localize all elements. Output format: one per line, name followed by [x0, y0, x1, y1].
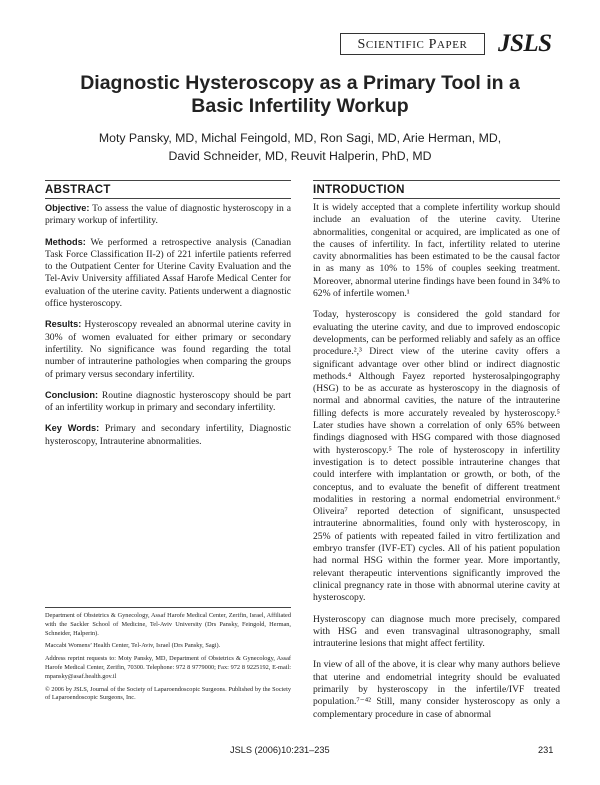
author-list	[40, 129, 560, 165]
authors-line-2: David Schneider, MD, Reuvit Halperin, PhD, MD	[168, 149, 432, 163]
intro-bottom-rule	[313, 198, 560, 199]
journal-logo: JSLS	[498, 30, 552, 57]
footnote-address: Address reprint requests to: Moty Pansky, MD, Department of Obstetrics & Gynecology, Assaf Harofe Medical Center, Zerifin, 70300. Telephone: 972 8 9779000; Fax: 972 8 9225192, E-mail: mpansky@asaf.health.gov.il	[45, 655, 291, 680]
footnote-affiliation: Department of Obstetrics & Gynecology, Assaf Harofe Medical Center, Zerifin, Israel, Affiliated with the Sackler School of Medicine, Tel-Aviv University (Drs Pansky, Feingold, Herman, Schneider, Halperin).	[45, 612, 291, 637]
footer-citation: JSLS (2006)10:231–235	[230, 745, 330, 755]
footnote-rule	[45, 607, 291, 608]
abstract-objective: Objective: To assess the value of diagnostic hysteroscopy in a primary workup of infertility.	[45, 203, 291, 227]
abstract-methods: Methods: We performed a retrospective analysis (Canadian Task Force Classification II-2) of 221 infertile patients referred to the Outpatient Center for Uterine Cavity Evaluation and the Tel-Aviv University affiliated Assaf Harofe Medical Center for evaluation of the uterine cavity. Patients underwent a diagnostic office hysteroscopy.	[45, 236, 291, 310]
abstract-conclusion: Conclusion: Routine diagnostic hysteroscopy should be part of an infertility workup in primary and secondary infertility.	[45, 389, 291, 414]
abstract-top-rule	[45, 180, 291, 181]
abstract-bottom-rule	[45, 198, 291, 199]
intro-paragraph-4: In view of all of the above, it is clear why many authors believe that uterine and endometrial integrity should be evaluated primarily by hysteroscopy in the infertile/IVF treated population.⁷⁻⁴² Still, many consider hysteroscopy as only a complementary procedure in case of abnormal	[313, 659, 560, 720]
section-badge: SCIENTIFIC PAPER	[340, 33, 485, 55]
authors-line-1: Moty Pansky, MD, Michal Feingold, MD, Ron Sagi, MD, Arie Herman, MD,	[98, 131, 502, 145]
intro-paragraph-1: It is widely accepted that a complete infertility workup should include an evaluation of the uterine cavity. Uterine abnormalities, congenital or acquired, are implicated as one of the causes of infertility. In fact, infertility related to uterine cavity abnormalities has been estimated to be the causal factor in as many as 10% to 15% of couples seeking treatment. Moreover, abnormal uterine findings have been found in 34% to 62% of infertile women.¹	[313, 202, 560, 300]
page-number: 231	[538, 745, 554, 755]
abstract-heading: ABSTRACT	[45, 184, 111, 196]
intro-top-rule	[313, 180, 560, 181]
intro-paragraph-3: Hysteroscopy can diagnose much more precisely, compared with HSG and even transvaginal ultrasonography, small intrauterine lesions that might affect fertility.	[313, 613, 560, 650]
intro-heading: INTRODUCTION	[313, 184, 405, 196]
abstract-keywords: Key Words: Primary and secondary infertility, Diagnostic hysteroscopy, Intrauterine abnormalities.	[45, 423, 291, 447]
title-line-1: Diagnostic Hysteroscopy as a Primary Tool in a	[80, 72, 520, 94]
article-title	[40, 72, 560, 118]
abstract-results: Results: Hysteroscopy revealed an abnormal uterine cavity in 30% of women evaluated for either primary or secondary infertility. No significance was found regarding the total number of intrauterine pathologies when comparing the groups of primary versus secondary infertility.	[45, 319, 291, 380]
intro-body	[313, 202, 560, 730]
title-line-2: Basic Infertility Workup	[191, 95, 409, 117]
intro-paragraph-2: Today, hysteroscopy is considered the gold standard for evaluating the uterine cavity, and due to improved endoscopic developments, can be performed reliably and safely as an office procedure.²,³ Direct view of the uterine cavity offers a significant advantage over other blind or indirect diagnostic methods.⁴ Although Fayez reported hysterosalpingography (HSG) to be as accurate as hysteroscopy in the diagnosis of normal and abnormal cavities, the nature of the intrauterine filling defects is more accurately revealed by hysteroscopy.⁵ Later studies have shown a correlation of only 65% between findings diagnosed with HSG compared with those diagnosed with hysteroscopy.⁵ The role of hysteroscopy in infertility investigation is to detect possible intrauterine changes that could interfere with implantation or growth, or both, of the conceptus, and to evaluate the benefit of different treatment modalities in restoring a normal endometrial environment.⁶ Oliveira⁷ reported detection of significant, unsuspected intrauterine abnormalities, found only with hysteroscopy, in 25% of patients with repeated failed in vitro fertilization and embryo transfer (IVF-ET) cycles. All of his patient population had normal HSG within the former year. More importantly, relevant therapeutic interventions significantly improved the clinical pregnancy rate in those with abnormal uterine cavity at hysteroscopy.	[313, 309, 560, 604]
footnotes	[45, 612, 291, 707]
footnote-copyright: © 2006 by JSLS, Journal of the Society of Laparoendoscopic Surgeons. Published by the Society of Laparoendoscopic Surgeons, Inc.	[45, 685, 291, 702]
footnote-maccabi: Maccabi Womens’ Health Center, Tel-Aviv, Israel (Drs Pansky, Sagi).	[45, 642, 221, 650]
abstract-body	[45, 202, 291, 456]
